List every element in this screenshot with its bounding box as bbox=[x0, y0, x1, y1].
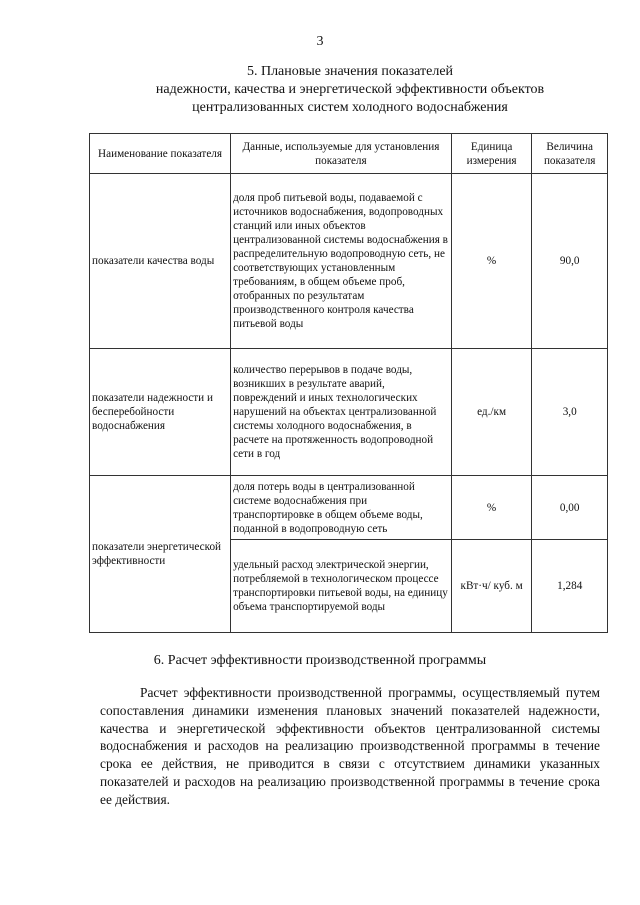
page-number: 3 bbox=[316, 34, 324, 49]
header-data: Данные, используемые для установления показателя bbox=[231, 134, 452, 174]
row-name: показатели надежности и бесперебойности водоснабжения bbox=[90, 349, 231, 476]
row-data: доля потерь воды в централизованной системе водоснабжения при транспортировке в общем объеме воды, поданной в водопроводную сеть bbox=[231, 476, 452, 540]
row-unit: % bbox=[451, 476, 532, 540]
header-name: Наименование показателя bbox=[90, 134, 231, 174]
table-row bbox=[90, 476, 608, 540]
table-row bbox=[90, 349, 608, 476]
row-value: 90,0 bbox=[532, 174, 608, 349]
table-header-row bbox=[90, 134, 608, 174]
row-unit: кВт·ч/ куб. м bbox=[451, 540, 532, 633]
section-5-title-line-3: централизованных систем холодного водоснабжения bbox=[192, 100, 508, 115]
row-value: 1,284 bbox=[532, 540, 608, 633]
row-unit: ед./км bbox=[451, 349, 532, 476]
row-value: 0,00 bbox=[532, 476, 608, 540]
row-data: удельный расход электрической энергии, потребляемой в технологическом процессе транспортировки питьевой воды, на единицу объема транспортируемой воды bbox=[231, 540, 452, 633]
table-row bbox=[90, 174, 608, 349]
row-data: количество перерывов в подаче воды, возникших в результате аварий, повреждений и иных технологических нарушений на объектах централизованной системы холодного водоснабжения, в расчете на протяженность водопроводной сети в год bbox=[231, 349, 452, 476]
indicators-table bbox=[89, 133, 608, 633]
row-data: доля проб питьевой воды, подаваемой с источников водоснабжения, водопроводных станций или иных объектов централизованной системы водоснабжения в распределительную водопроводную сеть, не соответствующих установленным требованиям, в общем объеме проб, отобранных по результатам производственного контроля качества питьевой воды bbox=[231, 174, 452, 349]
header-value: Величина показателя bbox=[532, 134, 608, 174]
section-5-title bbox=[60, 63, 640, 117]
section-5-title-line-1: 5. Плановые значения показателей bbox=[246, 64, 454, 79]
header-unit: Единица измерения bbox=[451, 134, 532, 174]
section-6-title: 6. Расчет эффективности производственной программы bbox=[153, 653, 487, 668]
row-value: 3,0 bbox=[532, 349, 608, 476]
section-6-paragraph: Расчет эффективности производственной программы, осуществляемый путем сопоставления динамики изменения плановых значений показателей надежности, качества и энергетической эффективности объектов централизованной системы водоснабжения и расходов на реализацию производственной программы в течение срока ее действия, не приводится в связи с отсутствием динамики указанных показателей и расходов на реализацию производственной программы в течение срока ее действия. bbox=[100, 685, 600, 807]
section-5-title-line-2: надежности, качества и энергетической эффективности объектов bbox=[155, 82, 545, 97]
row-unit: % bbox=[451, 174, 532, 349]
row-name: показатели качества воды bbox=[90, 174, 231, 349]
row-name: показатели энергетической эффективности bbox=[90, 476, 231, 633]
